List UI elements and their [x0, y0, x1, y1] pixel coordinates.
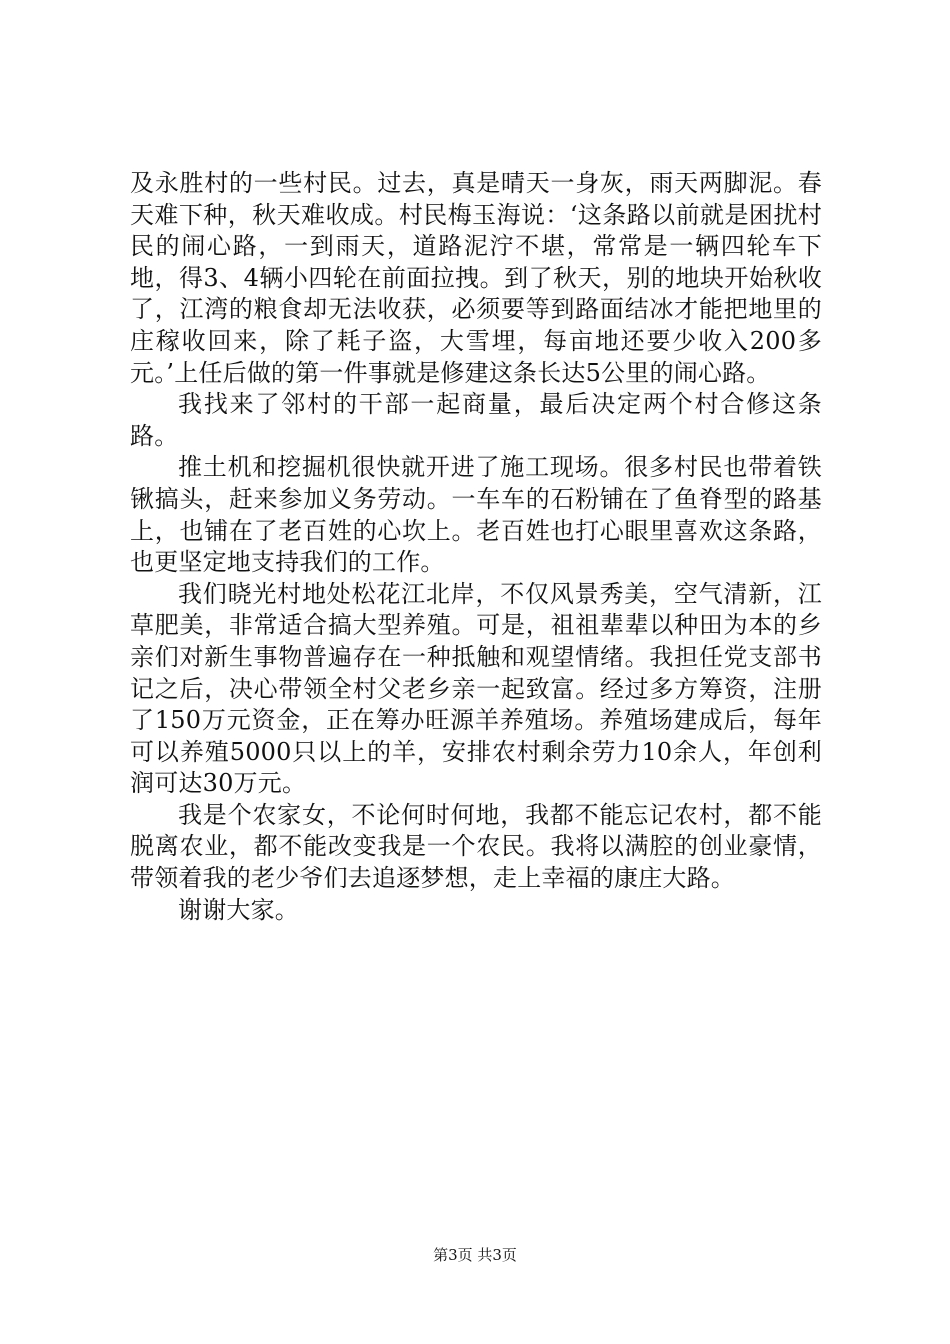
paragraph-continued: 及永胜村的一些村民。过去，真是晴天一身灰，雨天两脚泥。春天难下种，秋天难收成。村民梅玉海说：‘这条路以前就是困扰村民的闹心路，一到雨天，道路泥泞不堪，常常是一辆四轮车下地，得3、4辆小四轮在前面拉拽。到了秋天，别的地块开始秋收了，江湾的粮食却无法收获，必须要等到路面结冰才能把地里的庄稼收回来，除了耗子盗，大雪埋，每亩地还要少收入200多元。’上任后做的第一件事就是修建这条长达5公里的闹心路。	[130, 169, 822, 387]
body-text	[130, 168, 822, 926]
paragraph: 我是个农家女，不论何时何地，我都不能忘记农村，都不能脱离农业，都不能改变我是一个农民。我将以满腔的创业豪情，带领着我的老少爷们去追逐梦想，走上幸福的康庄大路。	[130, 800, 822, 893]
paragraph-closing: 谢谢大家。	[178, 895, 299, 924]
paragraph: 我找来了邻村的干部一起商量，最后决定两个村合修这条路。	[130, 390, 822, 450]
paragraph: 我们晓光村地处松花江北岸，不仅风景秀美，空气清新，江草肥美，非常适合搞大型养殖。可是，祖祖辈辈以种田为本的乡亲们对新生事物普遍存在一种抵触和观望情绪。我担任党支部书记之后，决心带领全村父老乡亲一起致富。经过多方筹资，注册了150万元资金，正在筹办旺源羊养殖场。养殖场建成后，每年可以养殖5000只以上的羊，安排农村剩余劳力10余人，年创利润可达30万元。	[130, 579, 822, 798]
page-footer: 第3页 共3页	[433, 1246, 517, 1264]
paragraph: 推土机和挖掘机很快就开进了施工现场。很多村民也带着铁锹搞头，赶来参加义务劳动。一车车的石粉铺在了鱼脊型的路基上，也铺在了老百姓的心坎上。老百姓也打心眼里喜欢这条路，也更坚定地支持我们的工作。	[130, 453, 822, 577]
